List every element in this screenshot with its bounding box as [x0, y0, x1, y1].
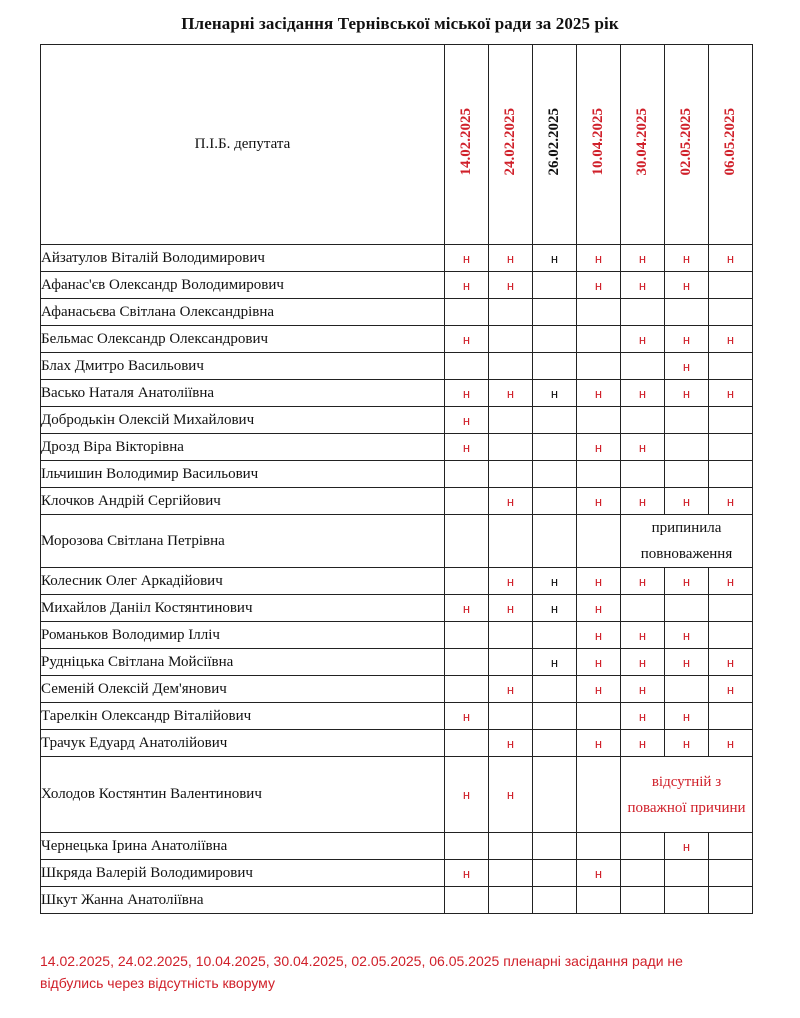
attendance-cell: н — [577, 488, 621, 515]
attendance-cell: н — [489, 595, 533, 622]
attendance-cell: н — [445, 860, 489, 887]
date-column-header — [621, 45, 665, 245]
attendance-cell: н — [533, 568, 577, 595]
deputy-name: Михайлов Данііл Костянтинович — [41, 595, 445, 622]
attendance-cell — [445, 488, 489, 515]
attendance-cell: н — [577, 622, 621, 649]
attendance-cell: н — [709, 649, 753, 676]
attendance-cell — [621, 299, 665, 326]
attendance-cell — [577, 757, 621, 833]
attendance-cell: н — [665, 488, 709, 515]
attendance-cell: н — [709, 245, 753, 272]
attendance-cell: н — [665, 703, 709, 730]
attendance-cell: н — [489, 730, 533, 757]
attendance-cell: н — [665, 353, 709, 380]
attendance-cell — [533, 703, 577, 730]
attendance-cell — [489, 860, 533, 887]
table-row — [41, 461, 753, 488]
deputy-name: Чернецька Ірина Анатоліївна — [41, 833, 445, 860]
deputy-name: Ільчишин Володимир Васильович — [41, 461, 445, 488]
attendance-cell — [665, 461, 709, 488]
attendance-cell — [489, 299, 533, 326]
date-column-header — [445, 45, 489, 245]
attendance-cell — [445, 515, 489, 568]
attendance-table — [40, 44, 753, 914]
attendance-cell — [533, 676, 577, 703]
attendance-cell: н — [577, 730, 621, 757]
attendance-cell — [445, 622, 489, 649]
attendance-cell: н — [533, 245, 577, 272]
attendance-cell: н — [665, 833, 709, 860]
attendance-cell: н — [665, 272, 709, 299]
attendance-cell — [665, 676, 709, 703]
date-label: 26.02.2025 — [546, 108, 562, 176]
attendance-cell: н — [577, 860, 621, 887]
attendance-cell — [445, 730, 489, 757]
deputy-name: Семеній Олексій Дем'янович — [41, 676, 445, 703]
deputy-name: Васько Наталя Анатоліївна — [41, 380, 445, 407]
attendance-cell — [577, 887, 621, 914]
attendance-cell — [533, 461, 577, 488]
table-row — [41, 380, 753, 407]
attendance-cell: н — [533, 380, 577, 407]
attendance-cell: н — [489, 488, 533, 515]
attendance-cell — [489, 703, 533, 730]
attendance-cell — [489, 887, 533, 914]
attendance-cell — [621, 595, 665, 622]
attendance-cell — [665, 595, 709, 622]
table-row — [41, 833, 753, 860]
attendance-cell: н — [665, 326, 709, 353]
attendance-cell: н — [577, 434, 621, 461]
attendance-cell — [533, 730, 577, 757]
document-title: Пленарні засідання Тернівської міської ради за 2025 рік — [181, 14, 619, 33]
attendance-cell — [577, 326, 621, 353]
attendance-cell: н — [665, 649, 709, 676]
attendance-cell — [445, 353, 489, 380]
attendance-cell: н — [489, 568, 533, 595]
attendance-cell — [533, 515, 577, 568]
table-row — [41, 299, 753, 326]
deputy-name: Колесник Олег Аркадійович — [41, 568, 445, 595]
attendance-cell — [577, 407, 621, 434]
attendance-cell — [445, 676, 489, 703]
attendance-cell — [533, 272, 577, 299]
attendance-cell — [709, 703, 753, 730]
table-row — [41, 730, 753, 757]
attendance-cell — [709, 407, 753, 434]
attendance-cell: н — [533, 649, 577, 676]
attendance-cell — [709, 860, 753, 887]
attendance-cell: н — [577, 568, 621, 595]
attendance-cell — [533, 622, 577, 649]
date-column-header — [665, 45, 709, 245]
attendance-cell: н — [621, 730, 665, 757]
attendance-cell — [489, 833, 533, 860]
attendance-cell — [533, 887, 577, 914]
attendance-cell: н — [621, 676, 665, 703]
attendance-cell — [709, 833, 753, 860]
table-row — [41, 245, 753, 272]
attendance-cell: н — [621, 272, 665, 299]
deputy-name: Романьков Володимир Ілліч — [41, 622, 445, 649]
attendance-cell — [709, 622, 753, 649]
attendance-cell: н — [445, 272, 489, 299]
attendance-cell: н — [621, 622, 665, 649]
attendance-cell — [533, 833, 577, 860]
attendance-cell: н — [665, 622, 709, 649]
attendance-cell: н — [489, 245, 533, 272]
attendance-cell: н — [665, 568, 709, 595]
attendance-cell — [533, 299, 577, 326]
attendance-cell: н — [621, 245, 665, 272]
attendance-cell — [489, 622, 533, 649]
attendance-cell — [533, 353, 577, 380]
table-row — [41, 595, 753, 622]
attendance-cell: н — [577, 380, 621, 407]
attendance-cell — [665, 407, 709, 434]
attendance-cell: н — [621, 568, 665, 595]
date-column-header — [577, 45, 621, 245]
deputy-name: Айзатулов Віталій Володимирович — [41, 245, 445, 272]
attendance-cell — [533, 434, 577, 461]
table-body — [41, 245, 753, 914]
deputy-name: Рудніцька Світлана Мойсіївна — [41, 649, 445, 676]
attendance-cell — [709, 299, 753, 326]
deputy-name: Холодов Костянтин Валентинович — [41, 757, 445, 833]
attendance-cell: н — [445, 407, 489, 434]
footnote: 14.02.2025, 24.02.2025, 10.04.2025, 30.04.2025, 02.05.2025, 06.05.2025 пленарні засідання ради не відбулись через відсутність кворуму — [40, 953, 683, 991]
attendance-cell: н — [709, 730, 753, 757]
attendance-cell — [621, 353, 665, 380]
deputy-name: Афанасьєва Світлана Олександрівна — [41, 299, 445, 326]
date-label: 10.04.2025 — [590, 108, 606, 176]
attendance-cell — [445, 461, 489, 488]
attendance-cell: н — [665, 380, 709, 407]
table-row — [41, 407, 753, 434]
table-row — [41, 272, 753, 299]
attendance-cell: н — [709, 568, 753, 595]
status-note: відсутній з поважної причини — [621, 757, 753, 833]
attendance-cell — [445, 649, 489, 676]
attendance-cell — [665, 860, 709, 887]
attendance-cell — [665, 887, 709, 914]
attendance-cell — [533, 860, 577, 887]
attendance-cell: н — [445, 245, 489, 272]
attendance-cell: н — [621, 703, 665, 730]
attendance-cell — [621, 860, 665, 887]
attendance-cell: н — [577, 595, 621, 622]
deputy-name: Морозова Світлана Петрівна — [41, 515, 445, 568]
attendance-cell — [709, 272, 753, 299]
table-row — [41, 757, 753, 833]
deputy-name: Тарелкін Олександр Віталійович — [41, 703, 445, 730]
attendance-cell: н — [665, 730, 709, 757]
attendance-cell — [489, 515, 533, 568]
status-note: припинила повноваження — [621, 515, 753, 568]
date-label: 02.05.2025 — [678, 108, 694, 176]
table-row — [41, 887, 753, 914]
deputy-name: Трачук Едуард Анатолійович — [41, 730, 445, 757]
table-row — [41, 860, 753, 887]
deputy-name: Дрозд Віра Вікторівна — [41, 434, 445, 461]
attendance-cell — [489, 407, 533, 434]
attendance-cell — [709, 461, 753, 488]
deputy-name-column-header: П.І.Б. депутата — [41, 45, 445, 245]
date-column-header — [709, 45, 753, 245]
attendance-cell: н — [621, 649, 665, 676]
attendance-cell — [621, 461, 665, 488]
attendance-cell — [577, 353, 621, 380]
attendance-cell: н — [621, 380, 665, 407]
attendance-cell — [577, 833, 621, 860]
deputy-name: Шкут Жанна Анатоліївна — [41, 887, 445, 914]
attendance-cell: н — [709, 380, 753, 407]
table-row — [41, 703, 753, 730]
table-header-row — [41, 45, 753, 245]
attendance-cell — [709, 353, 753, 380]
attendance-cell: н — [621, 488, 665, 515]
date-label: 24.02.2025 — [502, 108, 518, 176]
attendance-cell: н — [489, 757, 533, 833]
attendance-cell — [577, 703, 621, 730]
attendance-cell — [709, 887, 753, 914]
attendance-cell: н — [445, 595, 489, 622]
attendance-cell: н — [489, 380, 533, 407]
deputy-name: Блах Дмитро Васильович — [41, 353, 445, 380]
table-row — [41, 622, 753, 649]
attendance-cell: н — [445, 703, 489, 730]
date-label: 06.05.2025 — [722, 108, 738, 176]
attendance-cell: н — [445, 434, 489, 461]
deputy-name: Добродькін Олексій Михайлович — [41, 407, 445, 434]
date-column-header — [533, 45, 577, 245]
attendance-cell: н — [621, 326, 665, 353]
attendance-cell: н — [577, 649, 621, 676]
attendance-cell: н — [489, 272, 533, 299]
attendance-cell: н — [577, 245, 621, 272]
attendance-cell — [577, 515, 621, 568]
attendance-cell — [533, 488, 577, 515]
attendance-cell — [577, 299, 621, 326]
deputy-name: Бельмас Олександр Олександрович — [41, 326, 445, 353]
attendance-cell — [577, 461, 621, 488]
table-row — [41, 676, 753, 703]
attendance-cell: н — [621, 434, 665, 461]
attendance-cell — [533, 326, 577, 353]
attendance-cell — [489, 353, 533, 380]
table-row — [41, 488, 753, 515]
attendance-cell — [621, 887, 665, 914]
attendance-cell — [665, 434, 709, 461]
date-label: 30.04.2025 — [634, 108, 650, 176]
attendance-cell: н — [445, 326, 489, 353]
table-row — [41, 515, 753, 568]
attendance-cell: н — [709, 326, 753, 353]
table-row — [41, 326, 753, 353]
attendance-cell — [533, 757, 577, 833]
attendance-cell — [621, 833, 665, 860]
attendance-cell — [665, 299, 709, 326]
attendance-cell: н — [445, 757, 489, 833]
attendance-cell: н — [709, 676, 753, 703]
attendance-cell — [445, 299, 489, 326]
deputy-name: Афанас'єв Олександр Володимирович — [41, 272, 445, 299]
date-column-header — [489, 45, 533, 245]
attendance-cell: н — [489, 676, 533, 703]
attendance-cell — [445, 833, 489, 860]
table-row — [41, 434, 753, 461]
attendance-cell — [445, 887, 489, 914]
table-row — [41, 353, 753, 380]
attendance-cell: н — [445, 380, 489, 407]
attendance-cell — [709, 595, 753, 622]
attendance-cell — [489, 326, 533, 353]
deputy-name: Шкряда Валерій Володимирович — [41, 860, 445, 887]
table-row — [41, 568, 753, 595]
attendance-cell — [621, 407, 665, 434]
deputy-name: Клочков Андрій Сергійович — [41, 488, 445, 515]
attendance-cell: н — [577, 272, 621, 299]
attendance-cell — [533, 407, 577, 434]
attendance-cell — [489, 434, 533, 461]
attendance-cell: н — [577, 676, 621, 703]
attendance-cell — [489, 649, 533, 676]
attendance-cell: н — [665, 245, 709, 272]
date-label: 14.02.2025 — [458, 108, 474, 176]
attendance-cell — [489, 461, 533, 488]
attendance-cell — [709, 434, 753, 461]
attendance-cell: н — [709, 488, 753, 515]
attendance-cell — [445, 568, 489, 595]
attendance-cell: н — [533, 595, 577, 622]
table-row — [41, 649, 753, 676]
